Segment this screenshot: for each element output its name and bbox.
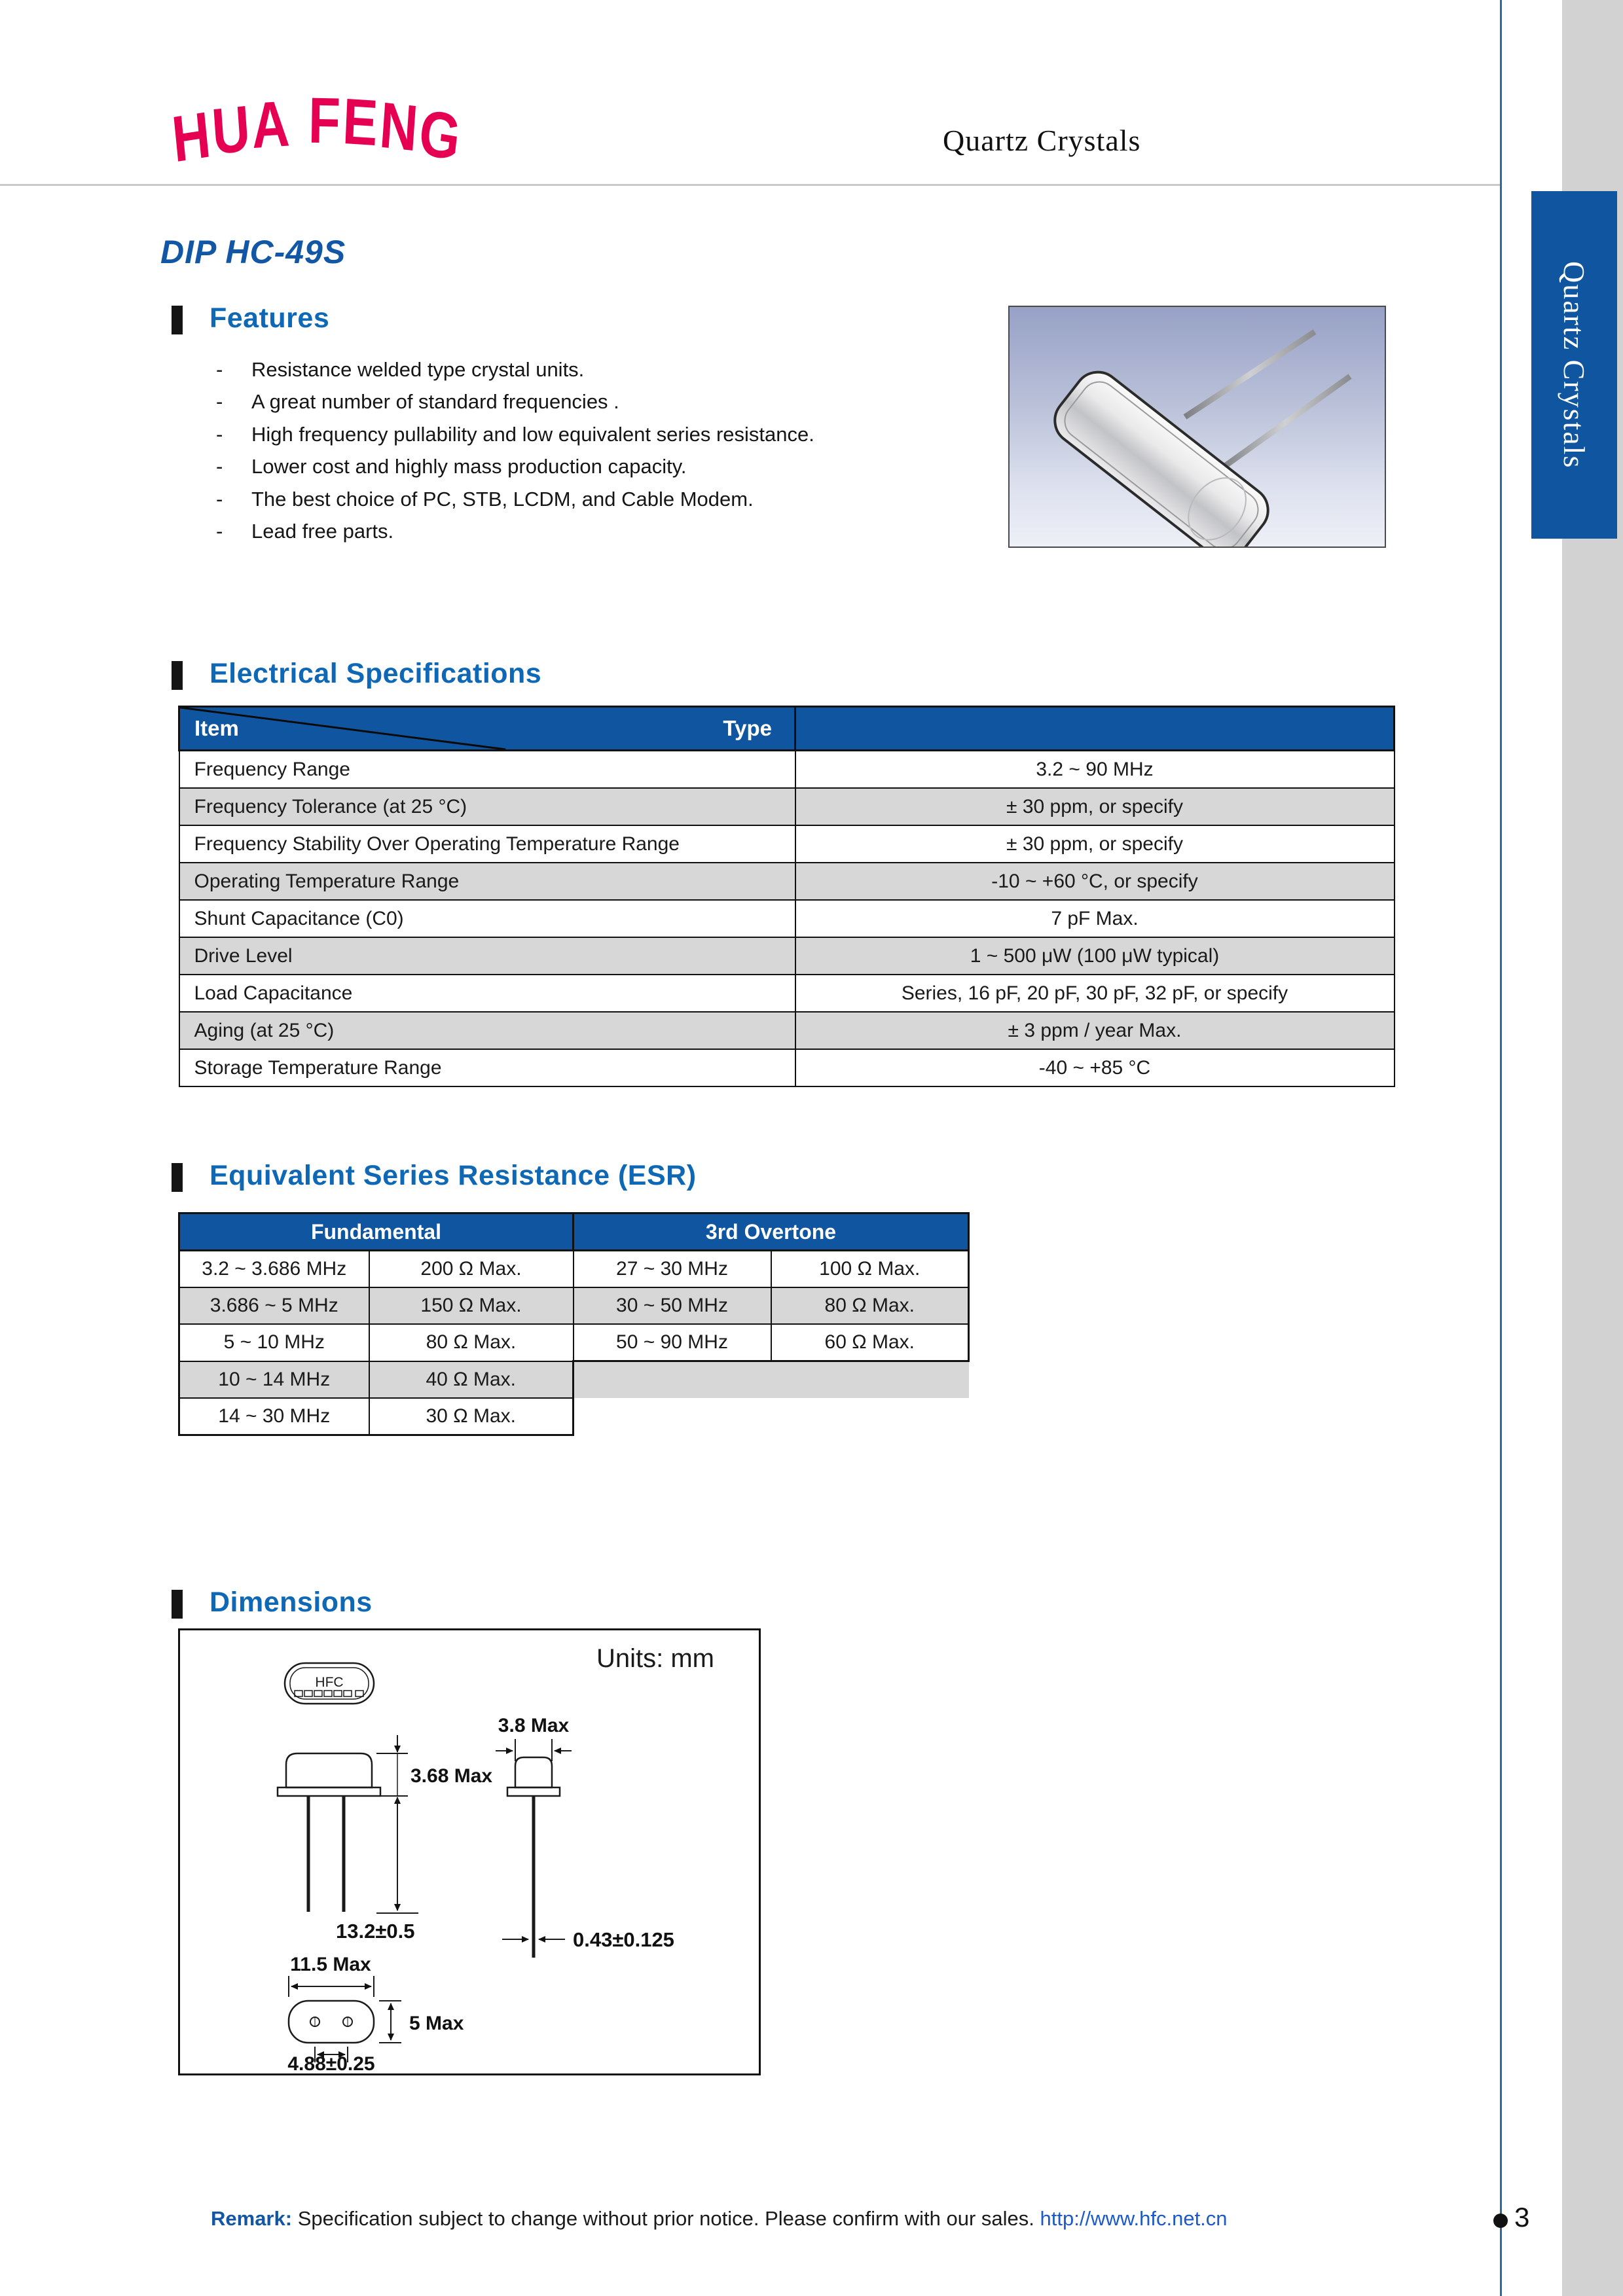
esr-value: 60 Ω Max. bbox=[771, 1324, 969, 1361]
footer-remark bbox=[211, 2207, 1228, 2231]
page-number-dot bbox=[1493, 2214, 1508, 2228]
lead-diameter-label: 0.43±0.125 bbox=[573, 1928, 674, 1951]
tab-quartz-crystals[interactable] bbox=[1531, 191, 1617, 539]
spec-value: ± 30 ppm, or specify bbox=[795, 788, 1395, 825]
brand-letter: F bbox=[308, 84, 344, 158]
esr-range: 10 ~ 14 MHz bbox=[179, 1361, 369, 1398]
feature-text: The best choice of PC, STB, LCDM, and Cable Modem. bbox=[251, 487, 754, 511]
column-header-fundamental: Fundamental bbox=[179, 1213, 574, 1251]
table-row bbox=[179, 863, 1395, 900]
item-type-header-cell bbox=[179, 707, 795, 751]
column-header-type: Type bbox=[723, 716, 772, 740]
spec-value: 3.2 ~ 90 MHz bbox=[795, 751, 1395, 789]
website-link[interactable]: http://www.hfc.net.cn bbox=[1040, 2207, 1228, 2230]
empty-cell bbox=[574, 1398, 771, 1435]
list-item bbox=[216, 418, 1002, 451]
dash-bullet: - bbox=[216, 487, 223, 511]
esr-range: 30 ~ 50 MHz bbox=[574, 1287, 771, 1324]
spec-label: Operating Temperature Range bbox=[179, 863, 795, 900]
dimension-diagram bbox=[180, 1630, 759, 2073]
remark-label: Remark: bbox=[211, 2207, 293, 2230]
esr-value: 150 Ω Max. bbox=[369, 1287, 574, 1324]
section-heading-dimensions: Dimensions bbox=[210, 1587, 373, 1618]
electrical-specifications-table bbox=[178, 706, 1393, 1087]
marking-label: HFC bbox=[315, 1675, 344, 1690]
spec-label: Load Capacitance bbox=[179, 975, 795, 1012]
brand-letter: H bbox=[169, 98, 216, 176]
spec-label: Storage Temperature Range bbox=[179, 1049, 795, 1086]
table-row bbox=[179, 1361, 969, 1398]
esr-range: 3.686 ~ 5 MHz bbox=[179, 1287, 369, 1324]
spec-value: ± 30 ppm, or specify bbox=[795, 825, 1395, 863]
table-row bbox=[179, 1251, 969, 1288]
body-height-label: 3.68 Max bbox=[410, 1765, 493, 1787]
page-margin-rule bbox=[1500, 0, 1502, 2296]
product-photo bbox=[1008, 306, 1386, 548]
spec-value: -40 ~ +85 °C bbox=[795, 1049, 1395, 1086]
feature-text: A great number of standard frequencies . bbox=[251, 390, 619, 414]
brand-letter: U bbox=[209, 91, 255, 168]
table-row bbox=[179, 751, 1395, 789]
feature-text: Lower cost and highly mass production capacity. bbox=[251, 455, 687, 478]
units-label: Units: mm bbox=[596, 1644, 714, 1673]
section-heading-electrical: Electrical Specifications bbox=[210, 658, 542, 689]
column-header-3rd-overtone: 3rd Overtone bbox=[574, 1213, 969, 1251]
brand-letter: A bbox=[250, 86, 294, 162]
header-divider bbox=[0, 184, 1500, 186]
section-bullet-electrical bbox=[172, 661, 183, 690]
spec-label: Aging (at 25 °C) bbox=[179, 1012, 795, 1049]
table-row bbox=[179, 1287, 969, 1324]
section-bullet-dimensions bbox=[172, 1590, 183, 1619]
esr-value: 100 Ω Max. bbox=[771, 1251, 969, 1288]
brand-letter: N bbox=[377, 88, 423, 166]
lead-length-label: 13.2±0.5 bbox=[336, 1920, 415, 1943]
dimensions-drawing bbox=[178, 1628, 761, 2075]
feature-text: Resistance welded type crystal units. bbox=[251, 357, 585, 381]
esr-range: 50 ~ 90 MHz bbox=[574, 1324, 771, 1361]
table-row bbox=[179, 975, 1395, 1012]
spec-label: Frequency Range bbox=[179, 751, 795, 789]
esr-range: 5 ~ 10 MHz bbox=[179, 1324, 369, 1361]
column-header-item: Item bbox=[194, 716, 239, 740]
list-item bbox=[216, 451, 1002, 484]
empty-cell bbox=[574, 1361, 771, 1398]
esr-value: 80 Ω Max. bbox=[771, 1287, 969, 1324]
empty-cell bbox=[771, 1361, 969, 1398]
list-item bbox=[216, 483, 1002, 516]
section-heading-features: Features bbox=[210, 302, 330, 334]
esr-value: 40 Ω Max. bbox=[369, 1361, 574, 1398]
section-heading-esr: Equivalent Series Resistance (ESR) bbox=[210, 1160, 697, 1191]
empty-cell bbox=[771, 1398, 969, 1435]
page-title: Quartz Crystals bbox=[943, 124, 1141, 157]
table-header-row bbox=[179, 707, 1395, 751]
spec-value: 1 ~ 500 μW (100 μW typical) bbox=[795, 937, 1395, 975]
table-row bbox=[179, 937, 1395, 975]
esr-value: 80 Ω Max. bbox=[369, 1324, 574, 1361]
feature-text: Lead free parts. bbox=[251, 520, 394, 543]
side-tab-label: Quartz Crystals bbox=[1558, 260, 1591, 469]
spec-value: Series, 16 pF, 20 pF, 30 pF, 32 pF, or specify bbox=[795, 975, 1395, 1012]
esr-range: 3.2 ~ 3.686 MHz bbox=[179, 1251, 369, 1288]
diagonal-divider bbox=[180, 708, 794, 749]
value-header-cell bbox=[795, 707, 1395, 751]
table-row bbox=[179, 825, 1395, 863]
table-row bbox=[179, 900, 1395, 937]
table-header-row bbox=[179, 1213, 969, 1251]
list-item bbox=[216, 353, 1002, 386]
page-number: 3 bbox=[1514, 2202, 1530, 2233]
spec-value: ± 3 ppm / year Max. bbox=[795, 1012, 1395, 1049]
esr-value: 30 Ω Max. bbox=[369, 1398, 574, 1435]
table-row bbox=[179, 1012, 1395, 1049]
table-row bbox=[179, 1049, 1395, 1086]
lead-spacing-label: 4.88±0.25 bbox=[287, 2053, 375, 2073]
esr-value: 200 Ω Max. bbox=[369, 1251, 574, 1288]
spec-label: Drive Level bbox=[179, 937, 795, 975]
spec-label: Frequency Tolerance (at 25 °C) bbox=[179, 788, 795, 825]
dash-bullet: - bbox=[216, 520, 223, 543]
dash-bullet: - bbox=[216, 422, 223, 446]
dash-bullet: - bbox=[216, 455, 223, 478]
brand-letter: E bbox=[341, 84, 382, 160]
body-width-label: 3.8 Max bbox=[498, 1715, 570, 1736]
dash-bullet: - bbox=[216, 390, 223, 414]
base-height-label: 5 Max bbox=[409, 2013, 464, 2034]
product-title: DIP HC-49S bbox=[160, 234, 346, 270]
crystal-illustration bbox=[1010, 307, 1385, 547]
base-length-label: 11.5 Max bbox=[290, 1954, 371, 1975]
esr-range: 14 ~ 30 MHz bbox=[179, 1398, 369, 1435]
dash-bullet: - bbox=[216, 357, 223, 381]
brand-letter: G bbox=[415, 95, 467, 175]
table-row bbox=[179, 788, 1395, 825]
spec-label: Shunt Capacitance (C0) bbox=[179, 900, 795, 937]
table-row bbox=[179, 1398, 969, 1435]
esr-range: 27 ~ 30 MHz bbox=[574, 1251, 771, 1288]
brand-logo bbox=[169, 84, 467, 176]
section-bullet-features bbox=[172, 306, 183, 334]
spec-label: Frequency Stability Over Operating Temperature Range bbox=[179, 825, 795, 863]
section-bullet-esr bbox=[172, 1163, 183, 1192]
spec-value: 7 pF Max. bbox=[795, 900, 1395, 937]
spec-value: -10 ~ +60 °C, or specify bbox=[795, 863, 1395, 900]
list-item bbox=[216, 386, 1002, 419]
table-row bbox=[179, 1324, 969, 1361]
feature-text: High frequency pullability and low equivalent series resistance. bbox=[251, 422, 814, 446]
esr-table bbox=[178, 1212, 968, 1436]
remark-text: Specification subject to change without prior notice. Please confirm with our sales. bbox=[297, 2207, 1034, 2230]
list-item bbox=[216, 516, 1002, 548]
features-list bbox=[216, 353, 1002, 548]
